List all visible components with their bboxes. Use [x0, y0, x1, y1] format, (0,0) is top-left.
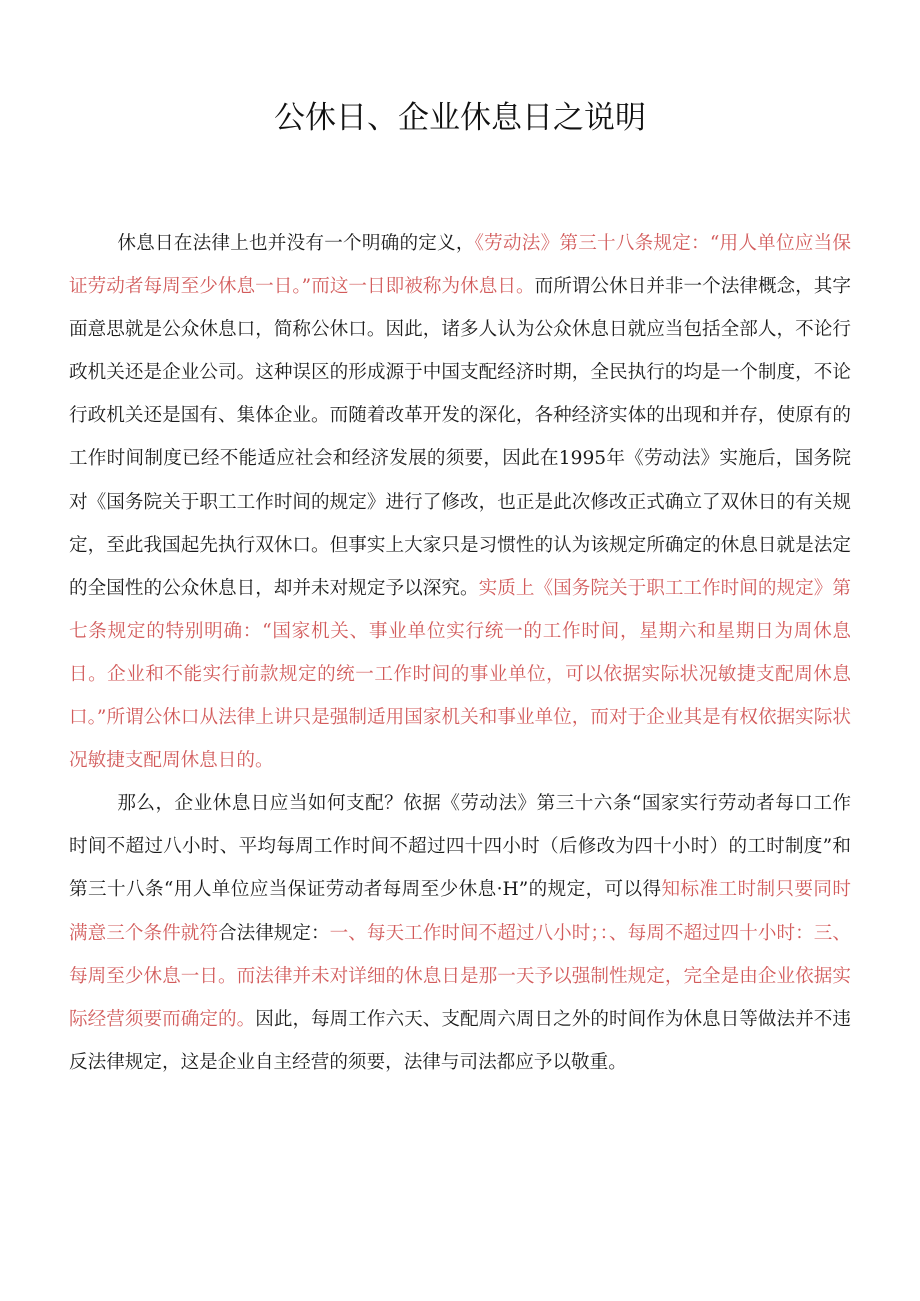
text-segment: 那么，企业休息日应当如何支配？依据《劳动法》第三十六条“国家实行劳动者每口工作时间不超过八小时、平均每周工作时间不超过四十四小时（后修改为四十小时）的工时制度”和第三十八条“用人单位应当保证劳动者每周至少休息·H”的规定，可以得	[69, 793, 851, 901]
highlighted-text-segment: 知标准工时制只要同时满意三个条件就符	[69, 879, 851, 944]
paragraph-1	[69, 222, 851, 782]
text-segment: 合法律规定：	[217, 922, 330, 944]
document-title: 公休日、企业休息日之说明	[274, 100, 646, 136]
text-segment: 而所谓公休日并非一个法律概念，其字面意思就是公众休息口，简称公休口。因此，诸多人认为公众休息日就应当包括全部人，不论行政机关还是企业公司。这种误区的形成源于中国支配经济时期，全民执行的均是一个制度，不论行政机关还是国有、集体企业。而随着改革开发的深化，各种经济实体的出现和并存，使原有的工作时间制度已经不能适应社会和经济发展的须要，因此在1995年《劳动法》实施后，国务院对《国务院关于职工工作时间的规定》进行了修改，也正是此次修改正式确立了双休日的有关规定，至此我国起先执行双休口。但事实上大家只是习惯性的认为该规定所确定的休息日就是法定的全国性的公众休息日，却并未对规定予以深究。	[69, 276, 851, 599]
highlighted-text-segment: 《劳动法》第三十八条规定：“用人单位应当保证劳动者每周至少休息一日。”而这一日即被称为休息日。	[69, 233, 851, 298]
highlighted-text-segment: 实质上《国务院关于职工工作时间的规定》第七条规定的特别明确：“国家机关、事业单位实行统一的工作时间，星期六和星期日为周休息日。企业和不能实行前款规定的统一工作时间的事业单位，可以依据实际状况敏捷支配周休息口。”所谓公休口从法律上讲只是强制适用国家机关和事业单位，而对于企业其是有权依据实际状况敏捷支配周休息日的。	[69, 577, 851, 772]
text-segment: 休息日在法律上也并没有一个明确的定义，	[117, 233, 475, 254]
text-segment: 因此，每周工作六天、支配周六周日之外的时间作为休息日等做法并不违反法律规定，这是企业自主经营的须要，法律与司法都应予以敬重。	[69, 1008, 851, 1073]
highlighted-text-segment: 一、每天工作时间不超过八小时；：、每周不超过四十小时：三、每周至少休息一日。而法律并未对详细的休息日是那一天予以强制性规定，完全是由企业依据实际经营须要而确定的。	[69, 922, 851, 1030]
paragraph-2	[69, 782, 851, 1084]
document-body	[69, 222, 851, 1084]
